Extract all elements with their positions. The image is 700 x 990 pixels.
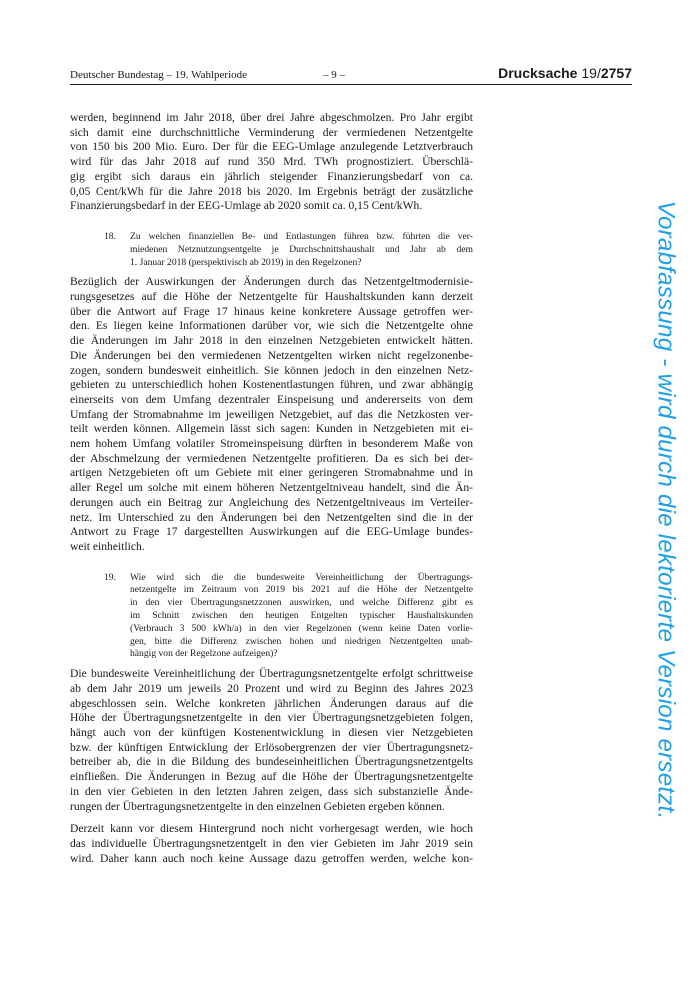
text-line: gebieten zu unterschiedlich hohen Kostenentlastungen führen, und zwar abhängig <box>70 378 473 392</box>
draft-notice-text: Vorabfassung - wird durch die lektorierte Version ersetzt. <box>652 200 679 820</box>
text-line: Höhe der Übertragungsnetzentgelte in den vier Übertragungsnetzgebieten folgen, <box>70 711 473 725</box>
document-number <box>498 65 632 81</box>
page-header <box>70 66 632 84</box>
text-line: Die Änderungen bei den vermiedenen Netzentgelten wirken nicht regelzonenbe- <box>70 348 473 362</box>
text-line: rungen der Übertragungsnetzentgelte in den einzelnen Gebieten ergeben können. <box>70 799 445 813</box>
question-text <box>130 231 473 269</box>
text-line: das individuelle Übertragungsnetzentgelt in den vier Gebieten im Jahr 2019 sein <box>70 836 473 850</box>
text-line: Umfang der Stromabnahme im jeweiligen Netzgebiet, auf das die Netzkosten ver- <box>70 407 473 421</box>
document-body <box>70 111 473 866</box>
text-line: 0,05 Cent/kWh für die Jahre 2018 bis 2020. Im Ergebnis beträgt der zusätzliche <box>70 184 473 198</box>
text-line: werden, beginnend im Jahr 2018, über drei Jahre abgeschmolzen. Pro Jahr ergibt <box>70 111 473 124</box>
text-line: ab dem Jahr 2019 um jeweils 20 Prozent und wird zu Beginn des Jahres 2023 <box>70 681 473 695</box>
question-number: 19. <box>104 571 116 583</box>
header-publisher: Deutscher Bundestag – 19. Wahlperiode <box>70 69 248 81</box>
text-line: einfließen. Die Änderungen in Bezug auf die Höhe der Übertragungsnetzentgelte <box>70 770 473 784</box>
text-line: Antwort zu Frage 17 dargestellten Auswirkungen auf die EEG-Umlage bundes- <box>70 525 473 539</box>
text-line: Bezüglich der Auswirkungen der Änderungen durch das Netzentgeltmodernisie- <box>70 275 473 289</box>
answer-paragraph-1 <box>70 111 473 214</box>
text-line: gen, bitte die Differenz zwischen hohen und niedrigen Netzentgelten unab- <box>130 635 473 647</box>
text-line: die Änderungen im Jahr 2018 in den einzelnen Netzgebieten entwickelt hätten. <box>70 334 473 348</box>
text-line: über die Antwort auf Frage 17 hinaus keine konkretere Aussage getroffen wer- <box>70 304 473 318</box>
question-18 <box>70 231 473 269</box>
text-line: von 150 bis 200 Mio. Euro. Der für die EEG-Umlage anzulegende Letztverbrauch <box>70 140 473 154</box>
text-line: einerseits von dem Umfang dezentraler Einspeisung und andererseits von dem <box>70 392 473 406</box>
text-line: miedenen Netznutzungsentgelte je Durchschnittshaushalt und Jahr ab dem <box>130 243 473 255</box>
text-line: abgeschlossen sein. Welche konkreten jährlichen Änderungen daraus auf die <box>70 696 473 710</box>
draft-watermark <box>648 112 682 908</box>
text-line: hängig von der Regelzone aufzeigen)? <box>130 648 278 660</box>
text-line: bzw. der künftigen Entwicklung der Erlösobergrenzen der vier Übertragungsnetz- <box>70 740 473 754</box>
answer-paragraph-4 <box>70 822 473 866</box>
text-line: rungsgesetzes auf die Höhe der Netzentgelte für Haushaltskunden kann derzeit <box>70 290 473 304</box>
text-line: Zu welchen finanziellen Be- und Entlastungen führen bzw. führten die ver- <box>130 230 473 242</box>
question-text <box>130 572 473 662</box>
text-line: der Abschmelzung der vermiedenen Netzentgelte profitieren. Da es sich bei der- <box>70 451 473 465</box>
answer-paragraph-3 <box>70 667 473 814</box>
text-line: hängt auch von der künftigen Kostenentwicklung in diesen vier Netzgebieten <box>70 726 473 740</box>
text-line: netzentgelte im Zeitraum von 2019 bis 2021 auf die Höhe der Netzentgelte <box>130 584 473 596</box>
text-line: teilt werden können. Allgemein lässt sich sagen: Kunden in Netzgebieten mit ei- <box>70 422 473 436</box>
document-label: Drucksache <box>498 65 578 81</box>
text-line: wird für das Jahr 2018 auf rund 350 Mrd. TWh prognostiziert. Überschlä- <box>70 155 473 169</box>
text-line: weit einheitlich. <box>70 539 145 553</box>
text-line: betreiber ab, die in die Bildung des bundeseinheitlichen Übertragungsnetzentgelts <box>70 755 473 769</box>
text-line: gig ergibt sich daraus ein jährlich steigender Finanzierungsbedarf von ca. <box>70 169 473 183</box>
text-line: Derzeit kann vor diesem Hintergrund noch nicht vorhergesagt werden, wie hoch <box>70 822 473 836</box>
text-line: Die bundesweite Vereinheitlichung der Übertragungsnetzentgelte erfolgt schrittweise <box>70 667 473 681</box>
text-line: im Schnitt zwischen den heutigen Entgelten typischer Haushaltskunden <box>130 610 473 622</box>
text-line: in den vier Übertragungsnetzzonen auswirken, und welche Differenz gibt es <box>130 597 473 609</box>
text-line: den. Es liegen keine Informationen darüber vor, wie sich die Netzentgelte ohne <box>70 319 473 333</box>
question-number: 18. <box>104 230 116 242</box>
answer-paragraph-2 <box>70 275 473 554</box>
text-line: derungen auch ein Beitrag zur Angleichung des Netzentgeltniveaus im Verteiler- <box>70 495 473 509</box>
text-line: (Verbrauch 3 500 kWh/a) in den vier Regelzonen (wenn keine Daten vorlie- <box>130 622 473 634</box>
text-line: artigen Netzgebieten oft um Gebiete mit einer geringeren Stromabnahme und in <box>70 466 473 480</box>
page-number: – 9 – <box>323 69 345 81</box>
text-line: 1. Januar 2018 (perspektivisch ab 2019) in den Regelzonen? <box>130 256 362 268</box>
header-rule <box>70 84 632 85</box>
question-19 <box>70 572 473 662</box>
text-line: zogen, sondern bundesweit einheitlich. Sie können jedoch in den einzelnen Netz- <box>70 363 473 377</box>
text-line: Finanzierungsbedarf in der EEG-Umlage ab 2020 somit ca. 0,15 Cent/kWh. <box>70 199 423 213</box>
text-line: aller Regel um solche mit einem höheren Netzentgeltniveau handelt, sind die Än- <box>70 481 473 495</box>
text-line: in den vier Gebieten in den letzten Jahren zeigen, dass sich substanzielle Ände- <box>70 784 473 798</box>
text-line: sich damit eine durchschnittliche Verminderung der vermiedenen Netzentgelte <box>70 125 473 139</box>
document-number-value: 2757 <box>600 65 632 81</box>
text-line: Wie wird sich die die bundesweite Vereinheitlichung der Übertragungs- <box>130 571 473 583</box>
text-line: wird. Daher kann auch noch keine Aussage dazu getroffen werden, welche kon- <box>70 851 473 865</box>
text-line: nem hohem Umfang volatiler Stromeinspeisung dürften in besonderem Maße von <box>70 437 473 451</box>
text-line: netz. Im Unterschied zu den Änderungen bei den Netzentgelten sind die in der <box>70 510 473 524</box>
document-number-prefix: 19/ <box>581 65 601 81</box>
